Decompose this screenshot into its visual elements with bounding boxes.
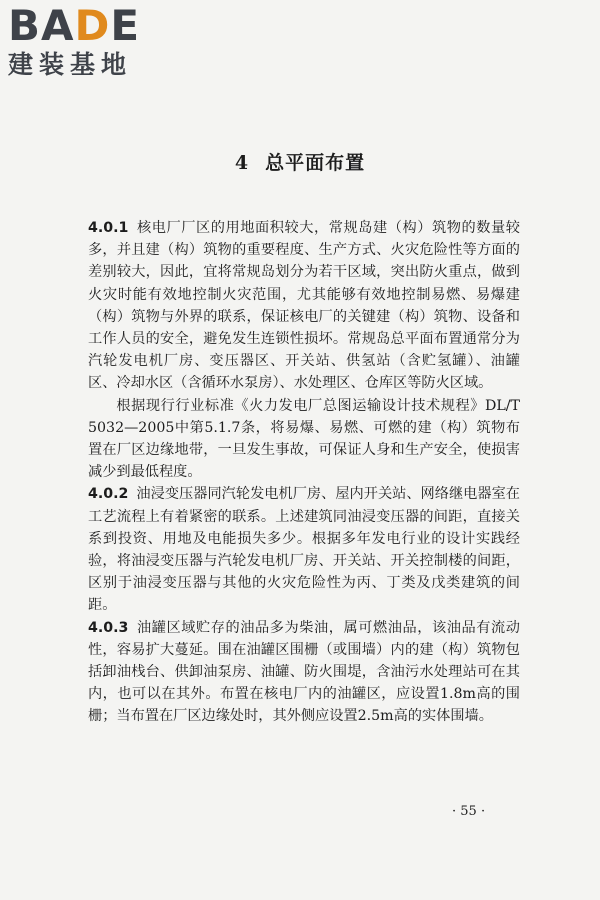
chapter-title-text: 总平面布置 (265, 152, 366, 174)
section-number: 4.0.1 (88, 220, 129, 236)
page-number: · 55 · (452, 804, 486, 819)
section-text: 核电厂厂区的用地面积较大，常规岛建（构）筑物的数量较多，并且建（构）筑物的重要程度、生产方式、火灾危险性等方面的差别较大，因此，宜将常规岛划分为若干区域，突出防火重点，做到火灾时能有效地控制火灾范围，尤其能够有效地控制易燃、易爆建（构）筑物与外界的联系，保证核电厂的关键建（构）筑物、设备和工作人员的安全，避免发生连锁性损坏。常规岛总平面布置通常分为汽轮发电机厂房、变压器区、开关站、供氢站（含贮氢罐）、油罐区、冷却水区（含循环水泵房）、水处理区、仓库区等防火区域。 (88, 220, 520, 392)
body-text (88, 217, 520, 728)
section-4-0-2 (88, 483, 520, 616)
chapter-title (0, 148, 600, 175)
section-4-0-1 (88, 217, 520, 395)
section-4-0-1-continuation (88, 395, 520, 484)
section-text: 根据现行行业标准《火力发电厂总图运输设计技术规程》DL/T 5032—2005中第5.1.7条，将易爆、易燃、可燃的建（构）筑物布置在厂区边缘地带，一旦发生事故，可保证人身和生产安全，使损害减少到最低程度。 (88, 397, 520, 481)
section-number: 4.0.3 (88, 619, 129, 636)
section-text: 油浸变压器同汽轮发电机厂房、屋内开关站、网络继电器室在工艺流程上有着紧密的联系。上述建筑同油浸变压器的间距，直接关系到投资、用地及电能损失多少。根据多年发电行业的设计实践经验，将油浸变压器与汽轮发电机厂房、开关站、开关控制楼的间距，区别于油浸变压器与其他的火灾危险性为丙、丁类及戊类建筑的间距。 (88, 486, 520, 614)
section-text: 油罐区域贮存的油品多为柴油，属可燃油品，该油品有流动性，容易扩大蔓延。围在油罐区围栅（或围墙）内的建（构）筑物包括卸油栈台、供卸油泵房、油罐、防火围堤，含油污水处理站可在其内，也可以在其外。布置在核电厂内的油罐区，应设置1.8m高的围栅；当布置在厂区边缘处时，其外侧应设置2.5m高的实体围墙。 (88, 619, 520, 725)
logo (8, 1, 178, 80)
logo-tagline: 建装基地 (8, 50, 133, 79)
section-4-0-3 (88, 617, 520, 728)
logo-wordmark: BADE (8, 1, 141, 50)
section-number: 4.0.2 (88, 486, 129, 503)
chapter-number: 4 (234, 152, 250, 174)
